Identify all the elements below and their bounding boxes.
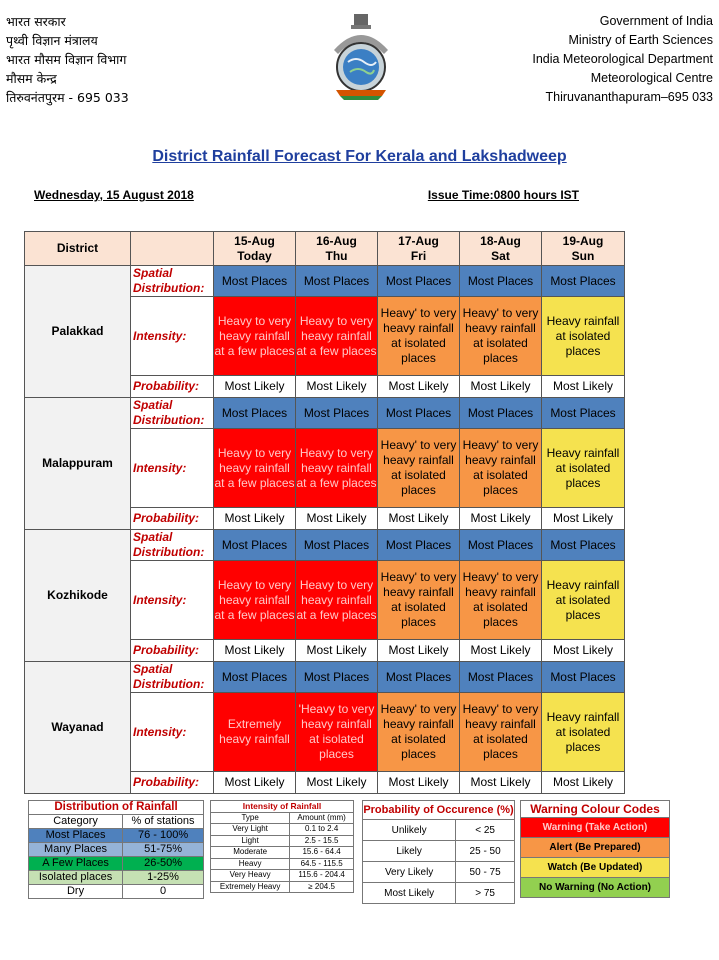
probability-cell: Most Likely — [378, 640, 460, 662]
english-line: India Meteorological Department — [532, 52, 713, 66]
intensity-cell: Heavy' to very heavy rainfall at isolated places — [378, 561, 460, 640]
category-cell: Dry — [29, 885, 123, 899]
probability-cell: Most Likely — [296, 640, 378, 662]
spatial-cell: Most Places — [214, 662, 296, 693]
spatial-cell: Most Places — [214, 530, 296, 561]
page-title: District Rainfall Forecast For Kerala and Lakshadweep — [152, 148, 567, 165]
spatial-row — [25, 530, 625, 561]
legend-header: % of stations — [123, 815, 204, 829]
legend-row — [521, 878, 670, 898]
spatial-cell: Most Places — [542, 662, 625, 693]
blank-header — [131, 232, 214, 266]
amount-cell: 2.5 - 15.5 — [290, 835, 354, 847]
day-date: 16-Aug — [316, 233, 357, 248]
district-name: Malappuram — [25, 398, 131, 530]
intensity-cell: Heavy rainfall at isolated places — [542, 693, 625, 772]
intensity-cell: Heavy' to very heavy rainfall at isolated places — [460, 693, 542, 772]
spatial-cell: Most Places — [460, 266, 542, 297]
spatial-cell: Most Places — [542, 530, 625, 561]
probability-label-cell: Most Likely — [363, 883, 456, 904]
warning-legend — [520, 800, 670, 898]
intensity-cell: Extremely heavy rainfall — [214, 693, 296, 772]
english-line: Thiruvananthapuram–695 033 — [545, 90, 713, 104]
hindi-address-block — [6, 12, 129, 107]
legend-row — [521, 858, 670, 878]
probability-label-cell: Unlikely — [363, 820, 456, 841]
spatial-row — [25, 398, 625, 429]
intensity-cell: Heavy' to very heavy rainfall at isolated places — [460, 429, 542, 508]
day-header — [296, 232, 378, 266]
legend-row — [363, 820, 515, 841]
day-name: Sun — [571, 248, 595, 263]
probability-label: Probability: — [131, 376, 214, 398]
probability-legend-title: Probability of Occurence (%) — [363, 801, 515, 820]
spatial-cell: Most Places — [542, 266, 625, 297]
percent-cell: 26-50% — [123, 857, 204, 871]
probability-cell: Most Likely — [296, 376, 378, 398]
english-address-block — [532, 12, 713, 107]
probability-label-cell: Very Likely — [363, 862, 456, 883]
spatial-cell: Most Places — [460, 662, 542, 693]
probability-cell: Most Likely — [378, 376, 460, 398]
spatial-cell: Most Places — [214, 398, 296, 429]
intensity-cell: Heavy to very heavy rainfall at a few places — [296, 297, 378, 376]
probability-label: Probability: — [131, 508, 214, 530]
amount-cell: 64.5 - 115.5 — [290, 858, 354, 870]
probability-label-cell: Likely — [363, 841, 456, 862]
spatial-cell: Most Places — [378, 398, 460, 429]
probability-cell: Most Likely — [542, 508, 625, 530]
legend-row — [363, 862, 515, 883]
intensity-label: Intensity: — [131, 561, 214, 640]
category-cell: Many Places — [29, 843, 123, 857]
category-cell: Isolated places — [29, 871, 123, 885]
issue-time: Issue Time:0800 hours IST — [427, 188, 579, 202]
distribution-legend-title: Distribution of Rainfall — [29, 801, 204, 815]
day-header — [542, 232, 625, 266]
spatial-label: Spatial Distribution: — [131, 662, 214, 693]
legend-header: Category — [29, 815, 123, 829]
forecast-table — [24, 231, 625, 794]
legend-header: Amount (mm) — [290, 812, 354, 824]
category-cell: A Few Places — [29, 857, 123, 871]
spatial-cell: Most Places — [460, 398, 542, 429]
amount-cell: ≥ 204.5 — [290, 881, 354, 893]
forecast-date: Wednesday, 15 August 2018 — [34, 188, 194, 202]
amount-cell: 115.6 - 204.4 — [290, 870, 354, 882]
probability-value-cell: > 75 — [456, 883, 515, 904]
intensity-cell: Heavy rainfall at isolated places — [542, 297, 625, 376]
day-date: 18-Aug — [480, 233, 521, 248]
day-date: 19-Aug — [562, 233, 604, 248]
intensity-label: Intensity: — [131, 429, 214, 508]
spatial-cell: Most Places — [378, 266, 460, 297]
spatial-cell: Most Places — [542, 398, 625, 429]
legend-row — [211, 824, 354, 836]
probability-label: Probability: — [131, 640, 214, 662]
percent-cell: 51-75% — [123, 843, 204, 857]
spatial-cell: Most Places — [296, 398, 378, 429]
legend-row — [29, 885, 204, 899]
legend-row — [211, 847, 354, 859]
probability-cell: Most Likely — [296, 508, 378, 530]
day-header — [460, 232, 542, 266]
spatial-row — [25, 266, 625, 297]
intensity-cell: Heavy' to very heavy rainfall at isolated places — [378, 429, 460, 508]
category-cell: Most Places — [29, 829, 123, 843]
warning-code-cell: Alert (Be Prepared) — [521, 838, 670, 858]
intensity-cell: Heavy' to very heavy rainfall at isolated places — [460, 297, 542, 376]
intensity-cell: Heavy to very heavy rainfall at a few places — [214, 297, 296, 376]
intensity-cell: Heavy rainfall at isolated places — [542, 561, 625, 640]
spatial-cell: Most Places — [378, 662, 460, 693]
warning-code-cell: Warning (Take Action) — [521, 818, 670, 838]
legend-row — [29, 829, 204, 843]
percent-cell: 76 - 100% — [123, 829, 204, 843]
district-name: Wayanad — [25, 662, 131, 794]
type-cell: Heavy — [211, 858, 290, 870]
probability-value-cell: 25 - 50 — [456, 841, 515, 862]
intensity-cell: Heavy' to very heavy rainfall at isolated places — [378, 693, 460, 772]
spatial-cell: Most Places — [214, 266, 296, 297]
spatial-cell: Most Places — [378, 530, 460, 561]
probability-value-cell: 50 - 75 — [456, 862, 515, 883]
legend-row — [29, 857, 204, 871]
intensity-cell: Heavy to very heavy rainfall at a few places — [296, 429, 378, 508]
spatial-cell: Most Places — [296, 266, 378, 297]
hindi-line: भारत मौसम विज्ञान विभाग — [6, 52, 127, 67]
legend-row — [29, 871, 204, 885]
distribution-legend — [28, 800, 204, 899]
day-name: Sat — [491, 248, 510, 263]
day-name: Fri — [410, 248, 427, 263]
type-cell: Extremely Heavy — [211, 881, 290, 893]
warning-code-cell: No Warning (No Action) — [521, 878, 670, 898]
intensity-cell: Heavy' to very heavy rainfall at isolated places — [460, 561, 542, 640]
probability-cell: Most Likely — [214, 508, 296, 530]
intensity-cell: Heavy to very heavy rainfall at a few places — [214, 429, 296, 508]
warning-code-cell: Watch (Be Updated) — [521, 858, 670, 878]
amount-cell: 15.6 - 64.4 — [290, 847, 354, 859]
probability-cell: Most Likely — [542, 640, 625, 662]
probability-cell: Most Likely — [378, 772, 460, 794]
percent-cell: 0 — [123, 885, 204, 899]
probability-cell: Most Likely — [460, 772, 542, 794]
intensity-cell: Heavy rainfall at isolated places — [542, 429, 625, 508]
intensity-cell: Heavy to very heavy rainfall at a few places — [296, 561, 378, 640]
day-date: 17-Aug — [398, 233, 439, 248]
district-name: Kozhikode — [25, 530, 131, 662]
district-header: District — [25, 232, 131, 266]
type-cell: Very Heavy — [211, 870, 290, 882]
probability-cell: Most Likely — [542, 772, 625, 794]
day-header — [214, 232, 296, 266]
percent-cell: 1-25% — [123, 871, 204, 885]
probability-legend — [362, 800, 515, 904]
legend-row — [29, 843, 204, 857]
intensity-cell: Heavy' to very heavy rainfall at isolated places — [378, 297, 460, 376]
probability-cell: Most Likely — [542, 376, 625, 398]
legend-row — [521, 818, 670, 838]
spatial-label: Spatial Distribution: — [131, 266, 214, 297]
legend-row — [363, 883, 515, 904]
spatial-label: Spatial Distribution: — [131, 398, 214, 429]
probability-cell: Most Likely — [214, 772, 296, 794]
spatial-cell: Most Places — [460, 530, 542, 561]
intensity-cell: Heavy to very heavy rainfall at a few places — [214, 561, 296, 640]
spatial-row — [25, 662, 625, 693]
day-name: Thu — [325, 248, 348, 263]
legend-row — [211, 858, 354, 870]
type-cell: Very Light — [211, 824, 290, 836]
english-line: Ministry of Earth Sciences — [568, 33, 713, 47]
probability-cell: Most Likely — [460, 640, 542, 662]
hindi-line: मौसम केन्द्र — [6, 71, 57, 86]
imd-emblem-icon — [326, 10, 396, 102]
intensity-cell: 'Heavy to very heavy rainfall at isolated places — [296, 693, 378, 772]
spatial-cell: Most Places — [296, 530, 378, 561]
legend-row — [211, 835, 354, 847]
legend-row — [211, 881, 354, 893]
hindi-line: भारत सरकार — [6, 14, 66, 29]
district-name: Palakkad — [25, 266, 131, 398]
forecast-body — [25, 266, 625, 794]
english-line: Government of India — [599, 14, 713, 28]
probability-cell: Most Likely — [296, 772, 378, 794]
intensity-legend-title: Intensity of Rainfall — [211, 801, 354, 813]
probability-value-cell: < 25 — [456, 820, 515, 841]
legend-row — [211, 870, 354, 882]
intensity-legend — [210, 800, 354, 893]
probability-cell: Most Likely — [460, 508, 542, 530]
day-date: 15-Aug — [234, 233, 275, 248]
probability-cell: Most Likely — [214, 640, 296, 662]
probability-cell: Most Likely — [214, 376, 296, 398]
type-cell: Moderate — [211, 847, 290, 859]
hindi-line: तिरुवनंतपुरम - 695 033 — [6, 90, 129, 105]
day-header — [378, 232, 460, 266]
legend-header: Type — [211, 812, 290, 824]
warning-legend-title: Warning Colour Codes — [521, 801, 670, 818]
probability-cell: Most Likely — [460, 376, 542, 398]
spatial-label: Spatial Distribution: — [131, 530, 214, 561]
probability-label: Probability: — [131, 772, 214, 794]
probability-cell: Most Likely — [378, 508, 460, 530]
type-cell: Light — [211, 835, 290, 847]
day-name: Today — [237, 248, 272, 263]
intensity-label: Intensity: — [131, 297, 214, 376]
spatial-cell: Most Places — [296, 662, 378, 693]
english-line: Meteorological Centre — [590, 71, 713, 85]
intensity-label: Intensity: — [131, 693, 214, 772]
legend-row — [363, 841, 515, 862]
hindi-line: पृथ्वी विज्ञान मंत्रालय — [6, 33, 98, 48]
amount-cell: 0.1 to 2.4 — [290, 824, 354, 836]
legend-row — [521, 838, 670, 858]
